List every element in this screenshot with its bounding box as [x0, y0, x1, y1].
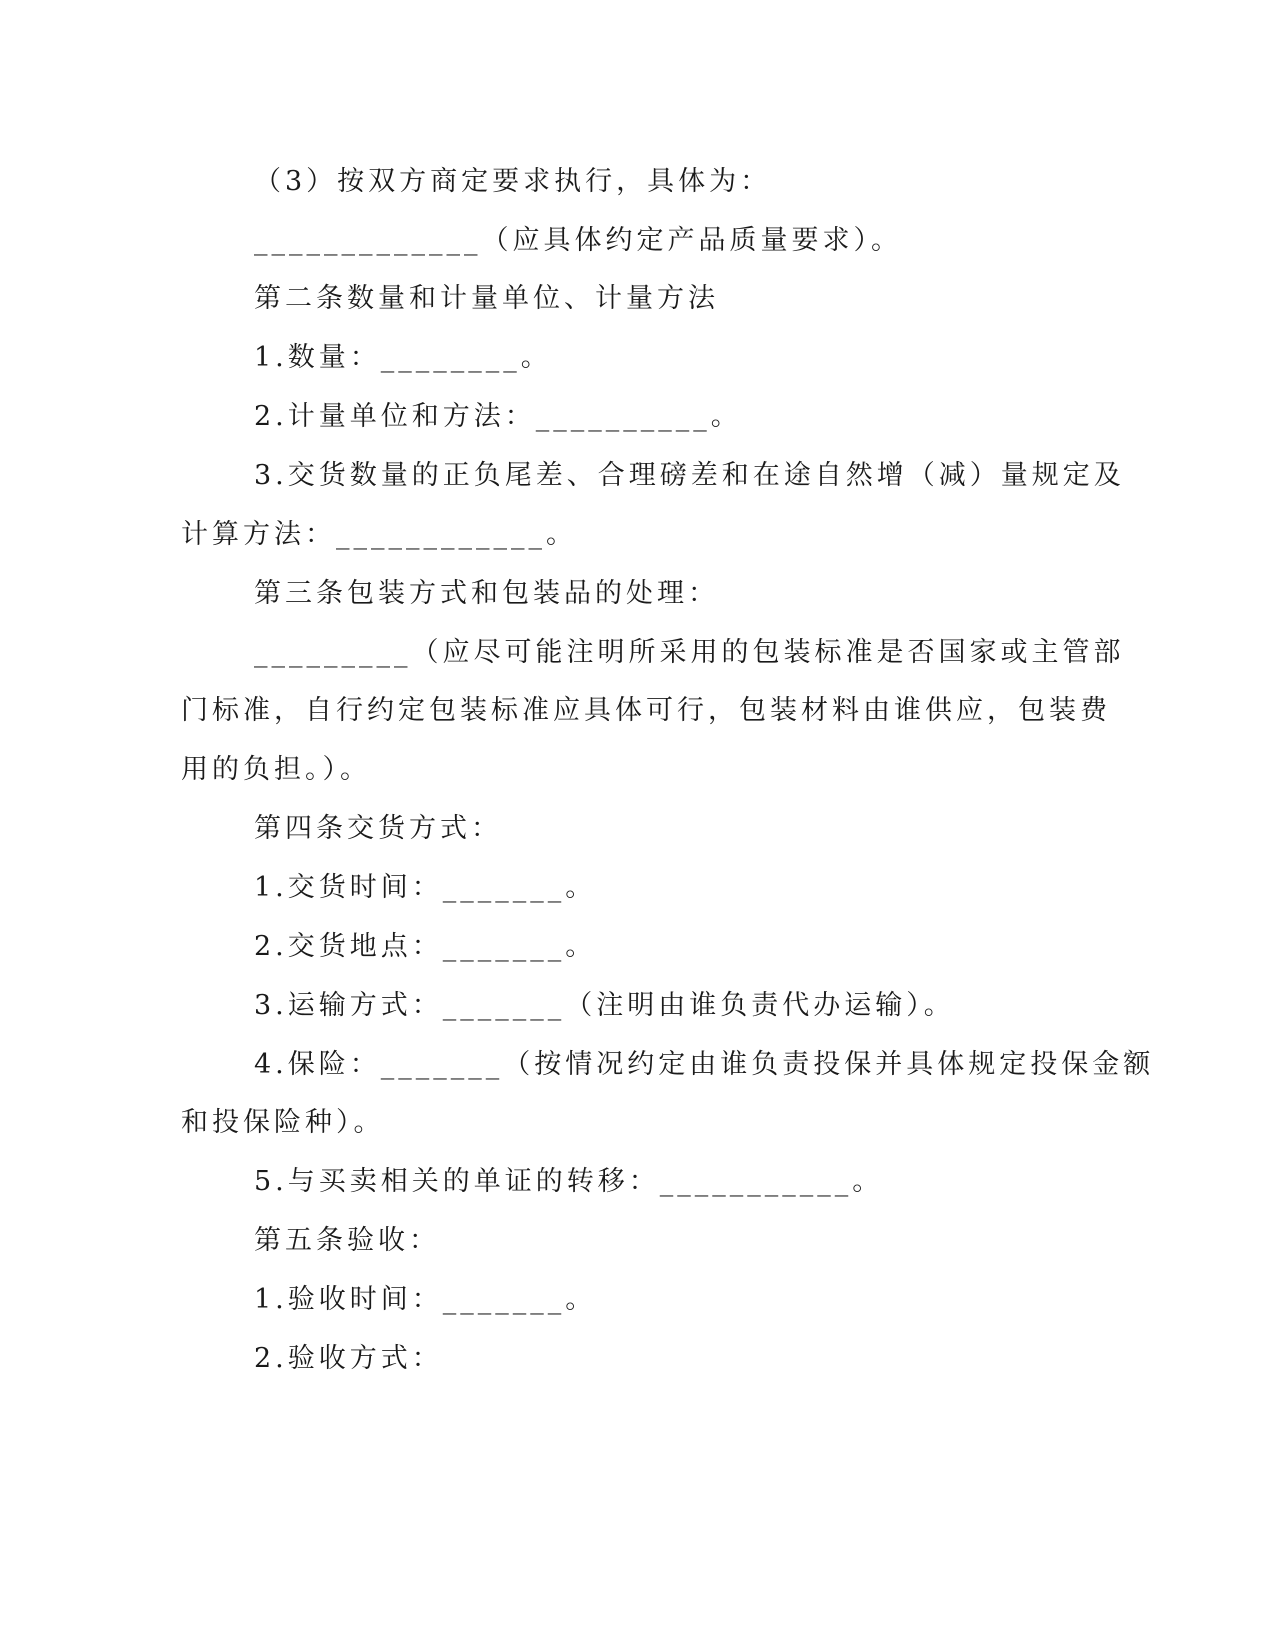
tolerance-line-continued: 计算方法：____________。 [181, 519, 577, 550]
packaging-line: _________（应尽可能注明所采用的包装标准是否国家或主管部 [254, 637, 1125, 668]
insurance-line: 4.保险：_______（按情况约定由谁负责投保并具体规定投保金额 [254, 1049, 1155, 1080]
documents-transfer-line: 5.与买卖相关的单证的转移：___________。 [254, 1166, 884, 1197]
quantity-line: 1.数量：________。 [254, 342, 552, 373]
delivery-time-line: 1.交货时间：_______。 [254, 872, 597, 903]
article-5-heading: 第五条验收： [254, 1225, 440, 1256]
insurance-line-continued: 和投保险种）。 [181, 1107, 385, 1138]
article-3-heading: 第三条包装方式和包装品的处理： [254, 578, 719, 609]
quality-clause-item-3: （3）按双方商定要求执行，具体为： [254, 166, 772, 197]
article-4-heading: 第四条交货方式： [254, 813, 502, 844]
packaging-line-end: 用的负担。）。 [181, 754, 371, 785]
inspection-method-line: 2.验收方式： [254, 1343, 443, 1374]
quality-requirement-blank: _____________（应具体约定产品质量要求）。 [254, 225, 902, 256]
delivery-place-line: 2.交货地点：_______。 [254, 931, 597, 962]
transport-line: 3.运输方式：_______（注明由谁负责代办运输）。 [254, 990, 955, 1021]
inspection-time-line: 1.验收时间：_______。 [254, 1284, 597, 1315]
article-2-heading: 第二条数量和计量单位、计量方法 [254, 283, 719, 314]
packaging-line-continued: 门标准，自行约定包装标准应具体可行，包装材料由谁供应，包装费 [181, 695, 1111, 726]
unit-method-line: 2.计量单位和方法：__________。 [254, 401, 742, 432]
tolerance-line: 3.交货数量的正负尾差、合理磅差和在途自然增（减）量规定及 [254, 460, 1125, 491]
